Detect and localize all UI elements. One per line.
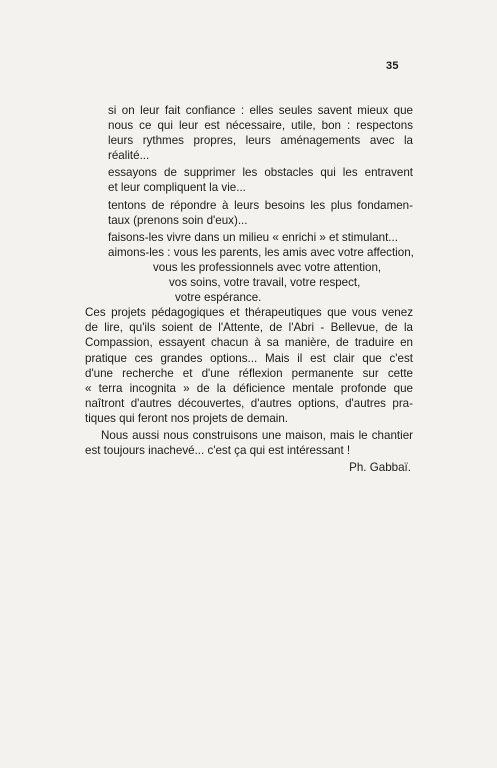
- signature: Ph. Gabbaï.: [349, 461, 411, 475]
- text-line: naîtront d'autres découvertes, d'autres options, d'autres pra-: [85, 396, 413, 410]
- text-line: de lire, qu'ils soient de l'Attente, de l'Abri - Bellevue, de la: [85, 321, 413, 335]
- text-line: vos soins, votre travail, votre respect,: [169, 276, 361, 290]
- text-line: d'une recherche et d'une réflexion permanente sur cette: [85, 366, 413, 380]
- body-text: [85, 103, 413, 475]
- text-line: réalité...: [108, 149, 150, 163]
- text-line: nous ce qui leur est nécessaire, utile, bon : respectons: [108, 119, 413, 133]
- text-line: tentons de répondre à leurs besoins les plus fondamen-: [108, 198, 413, 212]
- text-line: et leur compliquent la vie...: [108, 181, 246, 195]
- text-line: faisons-les vivre dans un milieu « enrichi » et stimulant...: [108, 230, 398, 244]
- text-line: vous les professionnels avec votre attention,: [153, 260, 382, 274]
- text-line: votre espérance.: [175, 291, 262, 305]
- text-line: Ces projets pédagogiques et thérapeutiques que vous venez: [85, 306, 413, 320]
- text-line: Nous aussi nous construisons une maison, mais le chantier: [101, 428, 413, 442]
- text-line: essayons de supprimer les obstacles qui les entravent: [108, 166, 413, 180]
- text-line: leurs rythmes propres, leurs aménagements avec la: [108, 134, 413, 148]
- text-line: aimons-les : vous les parents, les amis avec votre affection,: [108, 245, 414, 259]
- text-line: pratique ces grandes options... Mais il est clair que c'est: [85, 351, 413, 365]
- page-number: 35: [386, 60, 399, 72]
- text-line: « terra incognita » de la déficience mentale profonde que: [85, 381, 413, 395]
- text-line: taux (prenons soin d'eux)...: [108, 213, 248, 227]
- text-line: si on leur fait confiance : elles seules savent mieux que: [108, 104, 413, 117]
- text-line: est toujours inachevé... c'est ça qui est intéressant !: [85, 444, 351, 458]
- text-line: Compassion, essayent chacun à sa manière, de traduire en: [85, 336, 413, 350]
- text-line: tiques qui feront nos projets de demain.: [85, 411, 289, 425]
